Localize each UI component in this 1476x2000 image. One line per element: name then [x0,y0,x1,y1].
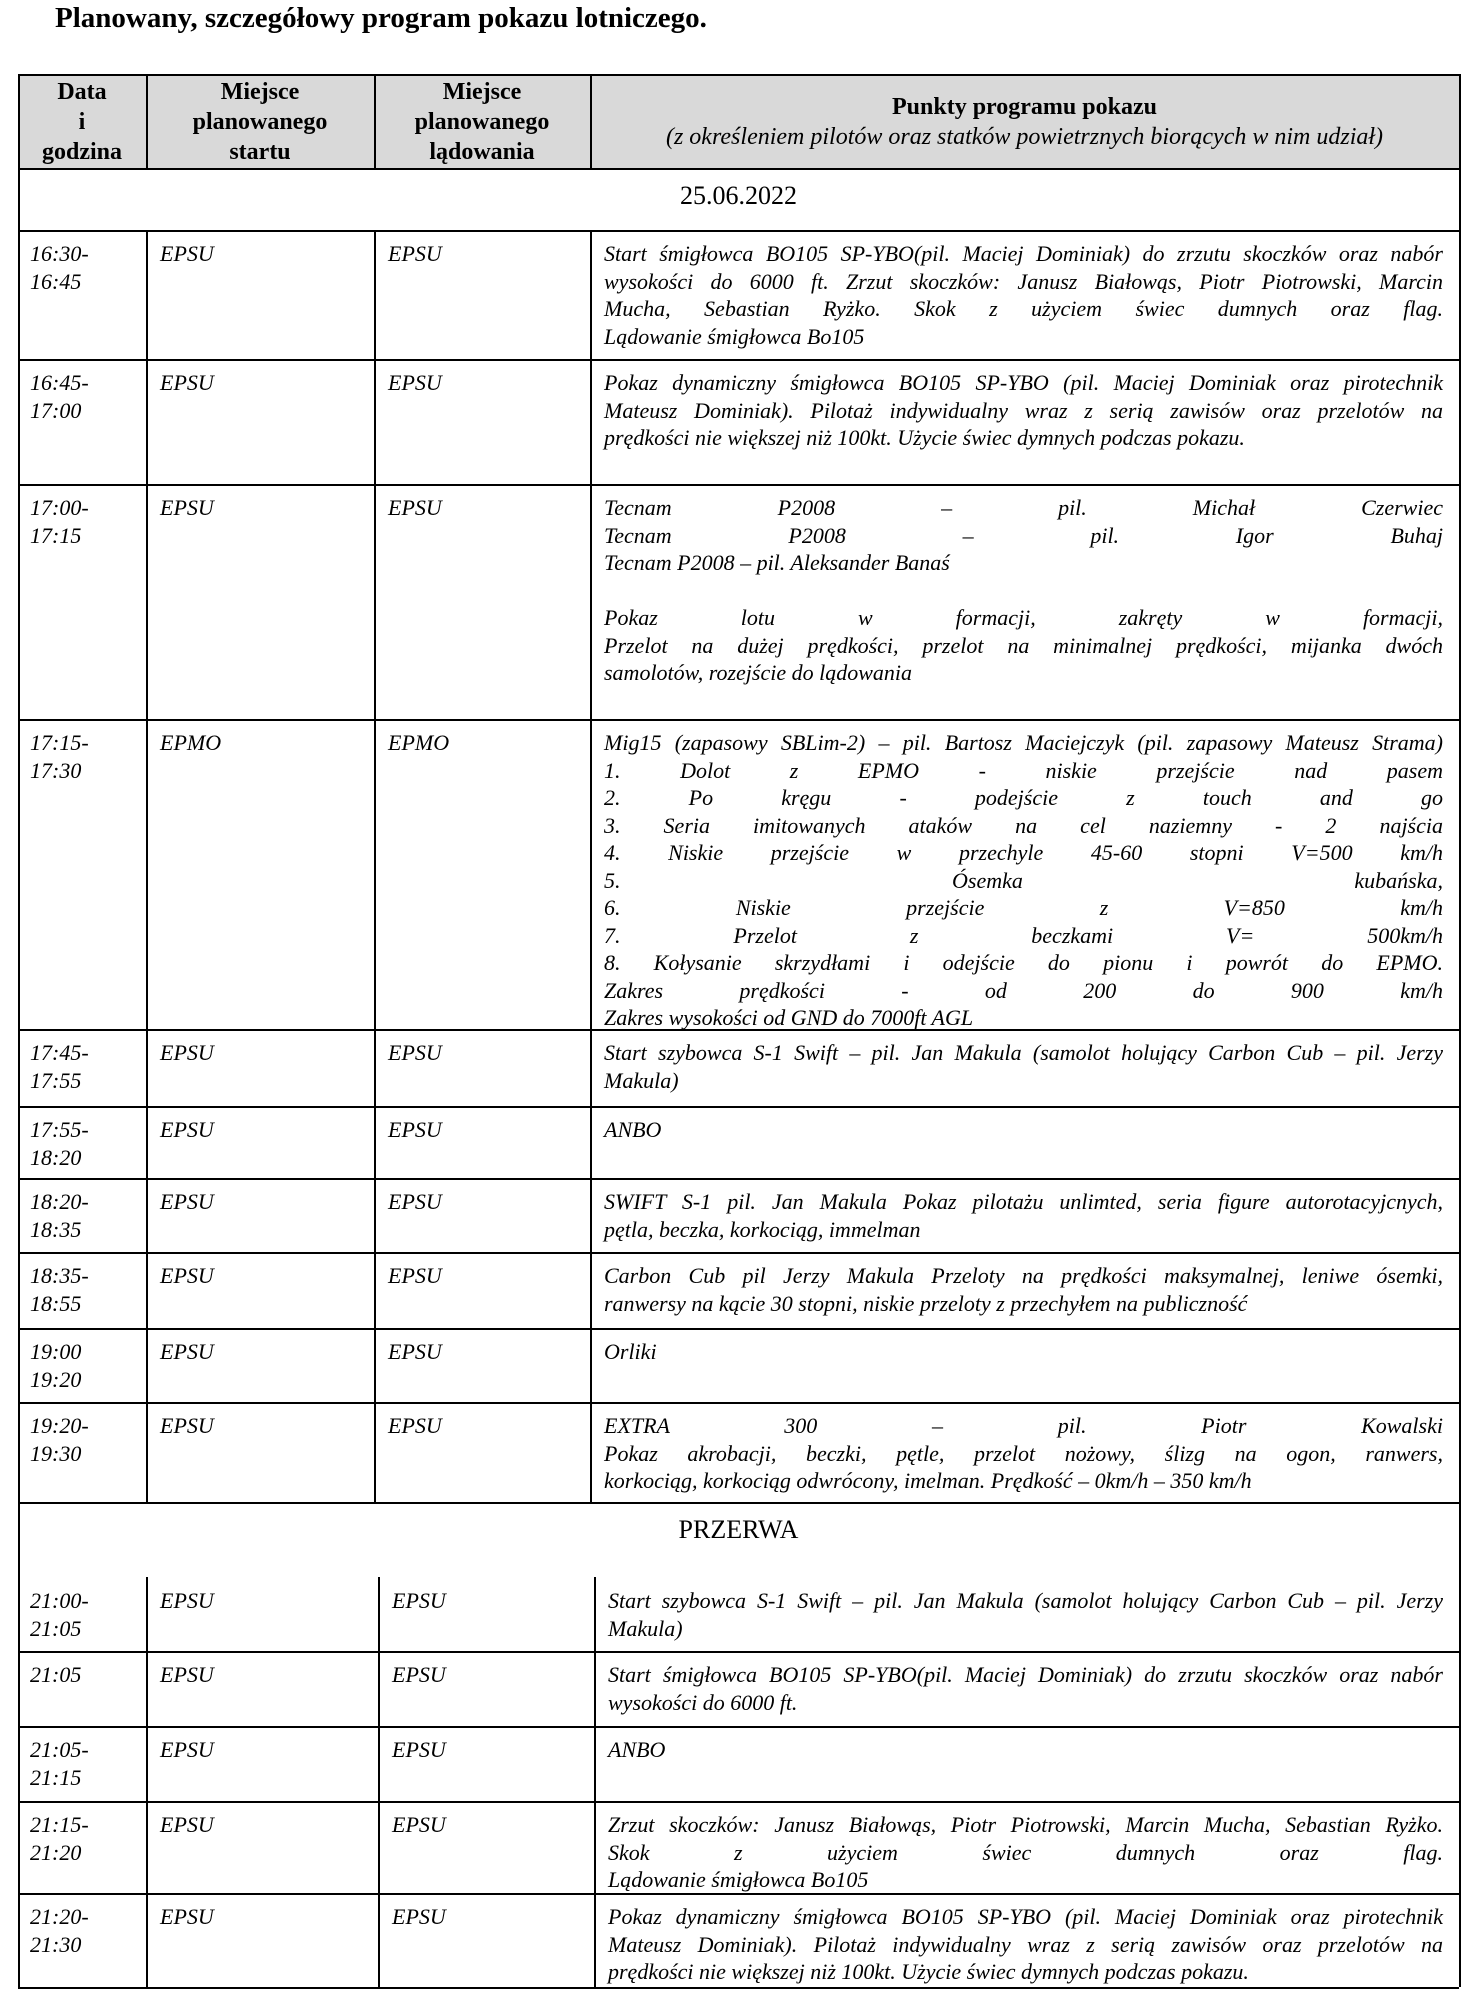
program-line: Zrzut skoczków: Janusz Białowąs, Piotr Piotrowski, Marcin Mucha, Sebastian Ryżko. [608,1812,1443,1837]
column-divider [1459,484,1461,719]
header-line: planowanego [414,109,550,135]
header-program-title: Punkty programu pokazu [892,94,1157,120]
row-time [30,1412,140,1467]
column-divider [146,1029,148,1106]
row-landing-place: EPMO [388,730,450,755]
time-line: 19:20 [30,1366,82,1392]
column-divider [590,484,592,719]
column-divider [378,1651,380,1726]
column-divider [1459,1402,1461,1502]
column-divider [1459,719,1461,1029]
row-landing-place: EPSU [388,1339,442,1364]
row-time [30,729,140,784]
column-divider [18,1801,20,1893]
time-line: 21:05 [30,1662,82,1687]
row-landing-place: EPSU [388,1117,442,1142]
row-time [30,1338,140,1393]
column-divider [146,484,148,719]
column-divider [146,1328,148,1402]
column-divider [146,74,148,168]
row-program [608,1811,1443,1894]
column-divider [1459,1106,1461,1178]
row-landing-place: EPSU [388,1189,442,1214]
header-date-time [18,75,146,169]
row-divider [18,74,1459,76]
column-divider [594,1801,596,1893]
time-line: 21:20- [30,1904,89,1929]
time-line: 19:20- [30,1413,89,1438]
row-program [608,1661,1443,1716]
row-time [30,1661,140,1689]
column-divider [18,719,20,1029]
row-start-place: EPSU [160,1413,214,1438]
header-line: Miejsce [220,79,300,105]
program-line: Mateusz Dominiak). Pilotaż indywidualny wraz z serią zawisów oraz przelotów na [608,1931,1443,1957]
column-divider [590,719,592,1029]
time-line: 19:30 [30,1440,82,1466]
header-line: planowanego [192,109,328,135]
column-divider [146,1402,148,1502]
row-time [30,1039,140,1094]
row-program [608,1903,1443,1986]
row-program [608,1587,1443,1642]
row-time [30,1262,140,1317]
column-divider [18,1328,20,1402]
column-divider [18,1178,20,1252]
column-divider [146,1893,148,1987]
page-title: Planowany, szczegółowy program pokazu lotniczego. [55,2,707,34]
column-divider [18,1726,20,1801]
program-line: Lądowanie śmigłowca Bo105 [608,1867,869,1892]
row-time [30,1188,140,1243]
row-divider [18,1726,1459,1728]
row-landing-place: EPSU [388,1413,442,1438]
row-time [30,1736,140,1791]
column-divider [378,1726,380,1801]
row-start-place: EPSU [160,1040,214,1065]
column-divider [374,1178,376,1252]
column-divider [374,74,376,168]
header-landing-place [374,75,590,169]
program-line: 8. Kołysanie skrzydłami i odejście do pionu i powrót do EPMO. [604,950,1443,975]
program-line: pętla, beczka, korkociąg, immelman [604,1216,921,1242]
row-divider [18,484,1459,486]
program-line: Start szybowca S-1 Swift – pil. Jan Makula (samolot holujący Carbon Cub – pil. Jerzy [604,1040,1443,1065]
column-divider [374,1106,376,1178]
time-line: 17:55- [30,1117,89,1142]
program-line: Przelot na dużej prędkości, przelot na minimalnej prędkości, mijanka dwóch [604,632,1443,658]
column-divider [18,484,20,719]
program-line: Pokaz akrobacji, beczki, pętle, przelot nożowy, ślizg na ogon, ranwers, [604,1440,1443,1466]
row-divider [18,230,1459,232]
header-line: godzina [41,139,122,165]
row-time [30,1903,140,1958]
program-line: SWIFT S-1 pil. Jan Makula Pokaz pilotażu unlimted, seria figure autorotacyjcnych, [604,1189,1443,1214]
column-divider [1459,230,1461,359]
column-divider [594,1893,596,1987]
column-divider [18,168,20,230]
time-line: 17:00 [30,397,82,423]
row-program [604,240,1443,350]
program-line: ranwersy na kącie 30 stopni, niskie przeloty z przechyłem na publiczność [604,1290,1248,1316]
time-line: 17:15- [30,730,89,755]
row-time [30,1587,140,1642]
row-program [604,1262,1443,1317]
column-divider [1459,1726,1461,1801]
time-line: 21:15 [30,1764,82,1790]
column-divider [18,1651,20,1726]
row-start-place: EPSU [160,1812,214,1837]
program-line: Makula) [608,1615,683,1641]
row-landing-place: EPSU [388,495,442,520]
row-start-place: EPSU [160,241,214,266]
row-landing-place: EPSU [392,1588,446,1613]
column-divider [1459,1252,1461,1328]
time-line: 16:30- [30,241,89,266]
row-time [30,1116,140,1171]
column-divider [374,719,376,1029]
program-line: Lądowanie śmigłowca Bo105 [604,323,865,349]
program-line: Zakres prędkości - od 200 do 900 km/h [604,977,1443,1003]
program-line: Skok z użyciem świec dumnych oraz flag. [608,1839,1443,1865]
column-divider [1459,168,1461,230]
row-time [30,369,140,424]
time-line: 21:30 [30,1931,82,1957]
row-divider [18,1987,1459,1989]
column-divider [378,1893,380,1987]
time-line: 21:00- [30,1588,89,1613]
row-landing-place: EPSU [388,1263,442,1288]
time-line: 17:30 [30,757,82,783]
column-divider [374,1029,376,1106]
row-program [604,494,1443,687]
time-line: 18:20- [30,1189,89,1214]
time-line: 18:35- [30,1263,89,1288]
column-divider [590,230,592,359]
row-start-place: EPSU [160,1339,214,1364]
column-divider [146,1252,148,1328]
program-line: prędkości nie większej niż 100kt. Użycie świec dymnych podczas pokazu. [604,425,1245,450]
program-line: samolotów, rozejście do lądowania [604,660,912,685]
header-line: lądowania [429,139,535,165]
time-line: 16:45- [30,370,89,395]
column-divider [374,1402,376,1502]
row-landing-place: EPSU [388,370,442,395]
row-program [604,1338,1443,1366]
header-program-subtitle: (z określeniem pilotów oraz statków powietrznych biorących w nim udział) [665,124,1384,150]
row-program [604,1116,1443,1144]
row-time [30,240,140,295]
row-program [604,1039,1443,1094]
program-line: Tecnam P2008 – pil. Michał Czerwiec [604,495,1443,520]
row-start-place: EPSU [160,1263,214,1288]
program-line: prędkości nie większej niż 100kt. Użycie świec dymnych podczas pokazu. [608,1959,1249,1984]
column-divider [18,1029,20,1106]
column-divider [146,230,148,359]
program-line: Carbon Cub pil Jerzy Makula Przeloty na prędkości maksymalnej, leniwe ósemki, [604,1263,1443,1288]
column-divider [146,1651,148,1726]
column-divider [590,1328,592,1402]
break-band: PRZERWA [678,1515,799,1544]
row-start-place: EPSU [160,1737,214,1762]
program-line: ANBO [604,1117,662,1142]
row-program [604,729,1443,1032]
program-line: Orliki [604,1339,657,1364]
column-divider [18,230,20,359]
program-line: Zakres wysokości od GND do 7000ft AGL [604,1005,974,1030]
program-line: Pokaz dynamiczny śmigłowca BO105 SP-YBO (pil. Maciej Dominiak oraz pirotechnik [604,370,1443,395]
row-divider [18,359,1459,361]
row-divider [18,719,1459,721]
column-divider [146,1726,148,1801]
row-program [608,1736,1443,1764]
program-line: Pokaz lotu w formacji, zakręty w formacji, [604,605,1443,630]
column-divider [18,359,20,484]
row-divider [18,1106,1459,1108]
row-time [30,1811,140,1866]
column-divider [1459,1893,1461,1987]
column-divider [146,1801,148,1893]
header-line: Miejsce [442,79,522,105]
time-line: 17:45- [30,1040,89,1065]
program-line: Tecnam P2008 – pil. Aleksander Banaś [604,550,950,575]
column-divider [594,1577,596,1651]
column-divider [378,1577,380,1651]
program-line: 6. Niskie przejście z V=850 km/h [604,895,1443,920]
header-start-place [146,75,374,169]
column-divider [18,1893,20,1987]
row-start-place: EPSU [160,1189,214,1214]
row-landing-place: EPSU [392,1737,446,1762]
column-divider [146,359,148,484]
row-start-place: EPSU [160,1588,214,1613]
time-line: 17:55 [30,1067,82,1093]
time-line: 21:05 [30,1615,82,1641]
header-line: startu [229,139,291,165]
row-start-place: EPSU [160,370,214,395]
row-program [604,369,1443,452]
column-divider [374,1328,376,1402]
column-divider [1459,1651,1461,1726]
time-line: 21:15- [30,1812,89,1837]
date-band: 25.06.2022 [680,181,797,210]
row-divider [18,1178,1459,1180]
column-divider [590,1178,592,1252]
time-line: 19:00 [30,1339,82,1364]
program-line: ANBO [608,1737,666,1762]
program-line: Start śmigłowca BO105 SP-YBO(pil. Maciej Dominiak) do zrzutu skoczków oraz nabór [604,241,1443,266]
column-divider [146,1106,148,1178]
row-program [604,1188,1443,1243]
program-line: Makula) [604,1067,679,1093]
program-line: Start szybowca S-1 Swift – pil. Jan Makula (samolot holujący Carbon Cub – pil. Jerzy [608,1588,1443,1613]
column-divider [1459,1328,1461,1402]
column-divider [18,74,20,168]
program-line: EXTRA 300 – pil. Piotr Kowalski [604,1413,1443,1438]
column-divider [594,1651,596,1726]
column-divider [1459,1029,1461,1106]
column-divider [374,230,376,359]
column-divider [146,1178,148,1252]
program-line: Mateusz Dominiak). Pilotaż indywidualny wraz z serią zawisów oraz przelotów na [604,397,1443,423]
column-divider [1459,1801,1461,1893]
program-line: 4. Niskie przejście w przechyle 45-60 stopni V=500 km/h [604,840,1443,865]
column-divider [374,359,376,484]
row-start-place: EPSU [160,495,214,520]
column-divider [1459,74,1461,168]
column-divider [18,1402,20,1502]
time-line: 18:35 [30,1216,82,1242]
row-landing-place: EPSU [392,1904,446,1929]
column-divider [18,1577,20,1651]
row-start-place: EPSU [160,1117,214,1142]
row-divider [18,1328,1459,1330]
column-divider [374,1252,376,1328]
time-line: 21:05- [30,1737,89,1762]
row-divider [18,1402,1459,1404]
column-divider [1459,1577,1461,1651]
time-line: 18:20 [30,1144,82,1170]
header-line: Data [57,79,107,105]
column-divider [378,1801,380,1893]
column-divider [18,1106,20,1178]
time-line: 16:45 [30,268,82,294]
program-line: 3. Seria imitowanych ataków na cel naziemny - 2 najścia [604,812,1443,838]
row-start-place: EPSU [160,1904,214,1929]
column-divider [146,719,148,1029]
row-divider [18,1252,1459,1254]
time-line: 18:55 [30,1290,82,1316]
row-landing-place: EPSU [392,1812,446,1837]
column-divider [590,1402,592,1502]
program-line: wysokości do 6000 ft. Zrzut skoczków: Janusz Białowąs, Piotr Piotrowski, Marcin [604,268,1443,294]
column-divider [18,1502,20,1577]
program-line: 5. Ósemka kubańska, [604,867,1443,893]
time-line: 17:15 [30,522,82,548]
time-line: 17:00- [30,495,89,520]
program-line: Pokaz dynamiczny śmigłowca BO105 SP-YBO (pil. Maciej Dominiak oraz pirotechnik [608,1904,1443,1929]
row-landing-place: EPSU [388,241,442,266]
row-time [30,494,140,549]
row-program [604,1412,1443,1495]
column-divider [590,359,592,484]
column-divider [590,1106,592,1178]
column-divider [590,74,592,168]
column-divider [1459,1178,1461,1252]
program-line: 7. Przelot z beczkami V= 500km/h [604,922,1443,948]
row-divider [18,1651,1459,1653]
program-line [604,577,1443,605]
column-divider [1459,1502,1461,1577]
column-divider [374,484,376,719]
time-line: 21:20 [30,1839,82,1865]
column-divider [590,1252,592,1328]
row-landing-place: EPSU [392,1662,446,1687]
column-divider [146,1577,148,1651]
program-line: 1. Dolot z EPMO - niskie przejście nad pasem [604,757,1443,783]
program-line: Mig15 (zapasowy SBLim-2) – pil. Bartosz Maciejczyk (pil. zapasowy Mateusz Strama) [604,730,1443,755]
header-line: i [78,109,86,135]
row-divider [18,1801,1459,1803]
program-line: 2. Po kręgu - podejście z touch and go [604,785,1443,810]
column-divider [18,1252,20,1328]
program-line: wysokości do 6000 ft. [608,1689,798,1715]
program-line: korkociąg, korkociąg odwrócony, imelman. Prędkość – 0km/h – 350 km/h [604,1468,1252,1493]
row-start-place: EPSU [160,1662,214,1687]
header-program-points [590,75,1459,169]
program-line: Start śmigłowca BO105 SP-YBO(pil. Maciej Dominiak) do zrzutu skoczków oraz nabór [608,1662,1443,1687]
column-divider [594,1726,596,1801]
column-divider [590,1029,592,1106]
row-landing-place: EPSU [388,1040,442,1065]
row-start-place: EPMO [160,730,222,755]
program-line: Mucha, Sebastian Ryżko. Skok z użyciem świec dumnych oraz flag. [604,296,1443,321]
program-line: Tecnam P2008 – pil. Igor Buhaj [604,522,1443,548]
column-divider [1459,359,1461,484]
